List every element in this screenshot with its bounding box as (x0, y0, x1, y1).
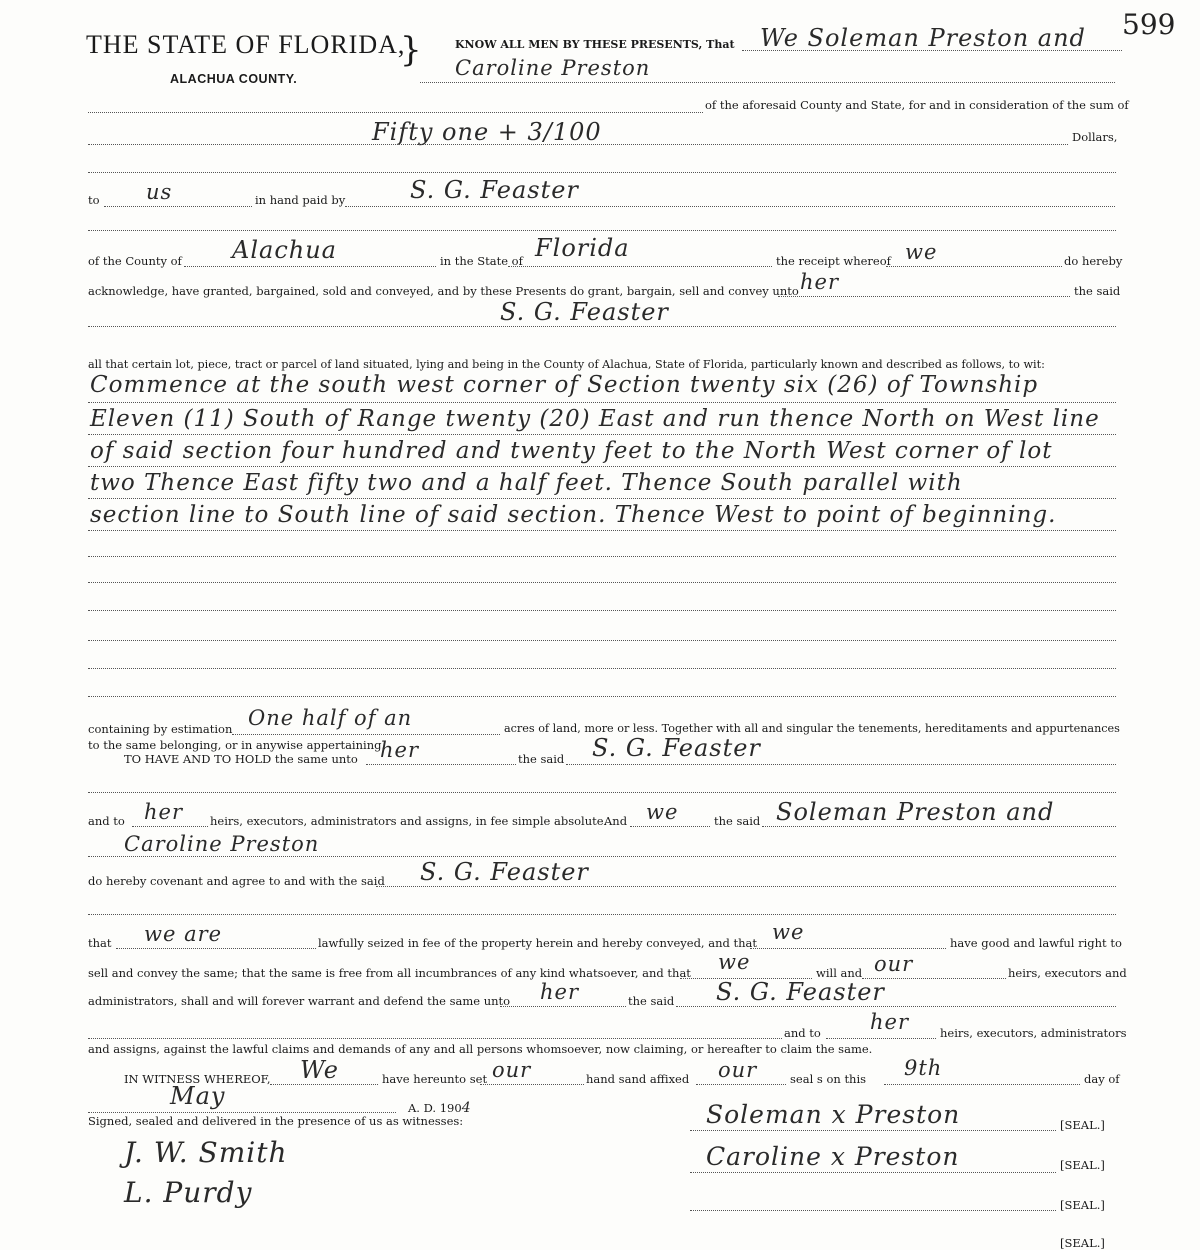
all-that-text: all that certain lot, piece, tract or parcel of land situated, lying and being in the County of Alachua, State of Florida, particularly known and described as follows, to wit: (88, 358, 1045, 371)
receipt-value: we (905, 240, 938, 264)
ad-label: A. D. 190 (408, 1101, 462, 1115)
seized-value: we (772, 920, 805, 944)
seal-this-text: seal s on this (790, 1072, 867, 1086)
covenantors-line1: Soleman Preston and (776, 798, 1055, 826)
rule-desc-6 (88, 582, 1116, 583)
rule-signer1 (690, 1130, 1056, 1131)
day-value: 9th (904, 1056, 943, 1080)
rule-and-to2 (88, 1038, 782, 1039)
in-witness-text: IN WITNESS WHEREOF, (124, 1072, 271, 1086)
rule-desc-8 (88, 640, 1116, 641)
rule-county (184, 266, 436, 267)
rule-hand (480, 1084, 584, 1085)
rule-blank2 (88, 230, 1116, 231)
rule-desc-10 (88, 696, 1116, 697)
to-label: to (88, 193, 100, 207)
rule-covenantors2 (88, 856, 1116, 857)
rule-receipt (886, 266, 1062, 267)
witness-who: We (300, 1056, 339, 1084)
and-to-label: and to (88, 814, 125, 828)
page-number: 599 (1122, 8, 1176, 41)
and-to2-text: and to (784, 1026, 821, 1040)
rule-desc-4 (88, 530, 1116, 531)
containing-text: containing by estimation (88, 722, 233, 736)
rule-amount (88, 144, 1068, 145)
grantors-rule2 (420, 82, 1115, 83)
dollars-text: Dollars, (1072, 130, 1118, 144)
rule-desc-0 (88, 402, 1116, 403)
signer2-signature: Caroline x Preston (706, 1142, 960, 1171)
rule-blank1 (88, 172, 1116, 173)
will-value: our (874, 952, 914, 976)
belonging-text: to the same belonging, or in anywise appertaining. (88, 738, 386, 752)
rule-desc-1 (88, 434, 1116, 435)
rule-acres (232, 734, 500, 735)
said3-text: the said (628, 994, 675, 1008)
hand-value: our (492, 1058, 532, 1082)
acres-text: acres of land, more or less. Together with all and singular the tenements, hereditaments and appurtenances (504, 722, 1120, 735)
seized-text: lawfully seized in fee of the property herein and hereby conveyed, and that (318, 936, 758, 950)
rule-unto (366, 764, 516, 765)
description-line-4: section line to South line of said section. Thence West to point of beginning. (90, 502, 1057, 528)
rule-and-to2-value (826, 1038, 936, 1039)
rule-day (884, 1084, 1080, 1085)
title-brace: } (400, 30, 422, 70)
rule-signer2 (690, 1172, 1056, 1173)
right-text: have good and lawful right to (950, 936, 1122, 950)
rule-said (566, 764, 1116, 765)
day-of-text: day of (1084, 1072, 1120, 1086)
hand-and-text: hand sand affixed (586, 1072, 690, 1086)
heirs-admin-text: heirs, executors, administrators (940, 1026, 1127, 1040)
rule-to (104, 206, 252, 207)
rule-aforesaid (88, 112, 703, 113)
grantee-value: S. G. Feaster (500, 298, 669, 326)
description-line-0: Commence at the south west corner of Section twenty six (26) of Township (90, 372, 1039, 398)
rule-desc-2 (88, 466, 1116, 467)
rule-covenantors1 (762, 826, 1116, 827)
rule-who (270, 1084, 378, 1085)
do-hereby-text: do hereby (1064, 254, 1123, 268)
covenant-text: do hereby covenant and agree to and with the said (88, 874, 385, 888)
description-line-1: Eleven (11) South of Range twenty (20) East and run thence North on West line (90, 406, 1100, 432)
state-title: THE STATE OF FLORIDA, (86, 30, 406, 59)
paid-by-value: S. G. Feaster (410, 176, 579, 204)
have-set-text: have hereunto set (382, 1072, 488, 1086)
assigns-text: and assigns, against the lawful claims and demands of any and all persons whomsoever, now claiming, or hereafter to claim the same. (88, 1042, 873, 1056)
said-label2: the said (714, 814, 761, 828)
to-have-text: TO HAVE AND TO HOLD the same unto (124, 752, 358, 766)
sell-text: sell and convey the same; that the same is free from all incumbrances of any kind whatsoever, and that (88, 966, 691, 980)
rule-blank4 (88, 914, 1116, 915)
rule-month (88, 1112, 396, 1113)
signed-text: Signed, sealed and delivered in the presence of us as witnesses: (88, 1114, 464, 1128)
acres-value: One half of an (248, 706, 413, 730)
to-value: us (146, 180, 173, 204)
description-line-2: of said section four hundred and twenty feet to the North West corner of lot (90, 438, 1053, 464)
and-to2-value: her (870, 1010, 909, 1034)
county-value: Alachua (232, 236, 337, 264)
in-state-text: in the State of (440, 254, 523, 268)
said-value: S. G. Feaster (592, 734, 761, 762)
convey-unto-value: her (800, 270, 839, 294)
of-county-text: of the County of (88, 254, 182, 268)
rule-grantee (88, 326, 1116, 327)
description-line-3: two Thence East fifty two and a half feet. Thence South parallel with (90, 470, 963, 496)
rule-signer3 (690, 1210, 1056, 1211)
heirs-exec-text: heirs, executors and (1008, 966, 1127, 980)
rule-and (630, 826, 710, 827)
rule-convey-unto (778, 296, 1070, 297)
unto-value: her (380, 738, 419, 762)
will-and-text: will and (816, 966, 863, 980)
seal-label-3: [SEAL.] (1060, 1198, 1105, 1212)
receipt-text: the receipt whereof (776, 254, 891, 268)
aforesaid-text: of the aforesaid County and State, for and in consideration of the sum of (705, 98, 1129, 112)
rule-paid-by (345, 206, 1115, 207)
rule-seal (696, 1084, 786, 1085)
the-said-text: the said (1074, 284, 1121, 298)
said3-value: S. G. Feaster (716, 978, 885, 1006)
that-value: we are (144, 922, 223, 946)
administrators-text: administrators, shall and will forever warrant and defend the same unto (88, 994, 511, 1008)
seal-label-2: [SEAL.] (1060, 1158, 1105, 1172)
state-value: Florida (535, 234, 630, 262)
rule-desc-7 (88, 610, 1116, 611)
grantors-rule1 (742, 50, 1122, 51)
heirs-text: heirs, executors, administrators and assigns, in fee simple absolute. (210, 814, 608, 828)
rule-said3 (676, 1006, 1116, 1007)
and-label: And (604, 814, 628, 828)
covenant-value: S. G. Feaster (420, 858, 589, 886)
defend-value: her (540, 980, 579, 1004)
rule-desc-5 (88, 556, 1116, 557)
rule-seized (750, 948, 946, 949)
rule-that (116, 948, 316, 949)
witness1-signature: J. W. Smith (124, 1136, 288, 1169)
that-label: that (88, 936, 112, 950)
seal-label-4: [SEAL.] (1060, 1236, 1105, 1250)
said-label: the said (518, 752, 565, 766)
seal-label-1: [SEAL.] (1060, 1118, 1105, 1132)
covenantors-line2: Caroline Preston (124, 832, 320, 856)
and-value: we (646, 800, 679, 824)
in-hand-paid-text: in hand paid by (255, 193, 346, 207)
signer1-signature: Soleman x Preston (706, 1100, 961, 1129)
rule-covenant (376, 886, 1116, 887)
year-digit: 4 (461, 1100, 472, 1116)
rule-desc-9 (88, 668, 1116, 669)
heirs-value: her (144, 800, 183, 824)
know-all-text: KNOW ALL MEN BY THESE PRESENTS, That (455, 38, 735, 51)
amount-value: Fifty one + 3/100 (372, 118, 602, 146)
acknowledge-text: acknowledge, have granted, bargained, sold and conveyed, and by these Presents do grant, bargain, sell and convey unto (88, 284, 799, 298)
witness2-signature: L. Purdy (124, 1176, 253, 1209)
rule-heirs (132, 826, 208, 827)
seal-value: our (718, 1058, 758, 1082)
county-title: ALACHUA COUNTY. (170, 72, 298, 86)
sell-value: we (718, 950, 751, 974)
rule-desc-3 (88, 498, 1116, 499)
month-value: May (170, 1082, 226, 1110)
rule-state (508, 266, 772, 267)
rule-blank3 (88, 792, 1116, 793)
rule-defend (500, 1006, 626, 1007)
grantors-line2: Caroline Preston (455, 56, 651, 80)
grantors-line1: We Soleman Preston and (760, 24, 1086, 52)
